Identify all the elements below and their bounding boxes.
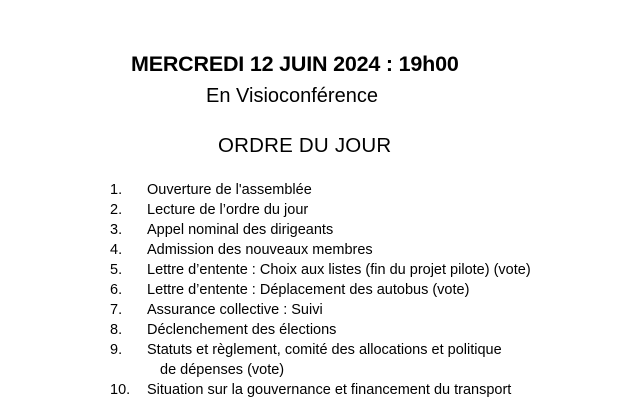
meeting-date: MERCREDI 12 JUIN 2024 : 19h00 xyxy=(131,52,459,76)
agenda-item-text xyxy=(147,300,587,320)
agenda-item-line: Lecture de l’ordre du jour xyxy=(147,202,309,218)
agenda-item-text xyxy=(147,380,587,400)
agenda-item-line: Ouverture de l'assemblée xyxy=(147,182,312,198)
agenda-item xyxy=(0,200,622,220)
agenda-item xyxy=(0,280,622,300)
meeting-location: En Visioconférence xyxy=(206,85,378,107)
agenda-item xyxy=(0,320,622,340)
agenda-item xyxy=(0,240,622,260)
agenda-item-line: de dépenses (vote) xyxy=(160,362,285,378)
agenda-item-number: 1. xyxy=(110,182,123,198)
agenda-item-line: Situation sur la gouvernance et financement du transport xyxy=(147,382,512,398)
agenda-item-text xyxy=(147,320,587,340)
agenda-item-text xyxy=(147,240,587,260)
agenda-item-line: Statuts et règlement, comité des allocations et politique xyxy=(147,342,502,358)
agenda-item xyxy=(0,300,622,320)
agenda-item-text xyxy=(147,260,587,280)
agenda-item-number: 7. xyxy=(110,302,123,318)
agenda-item xyxy=(0,180,622,200)
agenda-item-text xyxy=(147,340,587,380)
agenda-item-line: Admission des nouveaux membres xyxy=(147,242,373,258)
agenda-item-line: Assurance collective : Suivi xyxy=(147,302,323,318)
agenda-item xyxy=(0,220,622,240)
agenda-item-line: Lettre d’entente : Choix aux listes (fin du projet pilote) (vote) xyxy=(147,262,531,278)
agenda-list xyxy=(0,180,622,400)
agenda-item-line: Lettre d’entente : Déplacement des autobus (vote) xyxy=(147,282,470,298)
agenda-item-line: Appel nominal des dirigeants xyxy=(147,222,334,238)
agenda-item-number: 4. xyxy=(110,242,123,258)
agenda-item-text xyxy=(147,200,587,220)
agenda-item xyxy=(0,380,622,400)
agenda-item-line: Déclenchement des élections xyxy=(147,322,337,338)
agenda-item-text xyxy=(147,220,587,240)
agenda-item-number: 6. xyxy=(110,282,123,298)
agenda-item xyxy=(0,260,622,280)
agenda-item-number: 8. xyxy=(110,322,123,338)
agenda-title: ORDRE DU JOUR xyxy=(218,134,392,157)
agenda-item xyxy=(0,340,622,380)
agenda-item-number: 10. xyxy=(110,382,131,398)
agenda-item-number: 2. xyxy=(110,202,123,218)
agenda-item-number: 5. xyxy=(110,262,123,278)
agenda-item-text xyxy=(147,280,587,300)
agenda-item-number: 9. xyxy=(110,342,123,358)
agenda-item-number: 3. xyxy=(110,222,123,238)
agenda-item-text xyxy=(147,180,587,200)
